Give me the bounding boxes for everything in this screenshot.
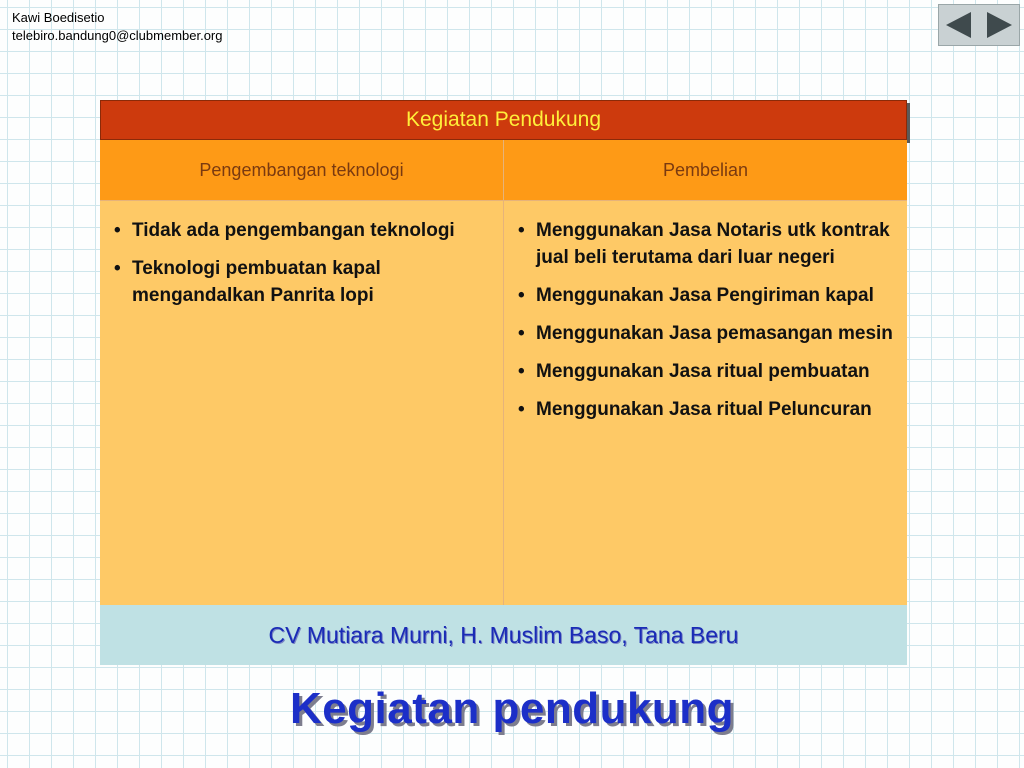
bullet-list (112, 217, 489, 309)
triangle-right-icon (983, 9, 1015, 41)
table-footer: CV Mutiara Murni, H. Muslim Baso, Tana Beru (100, 605, 907, 665)
list-item: • Menggunakan Jasa pemasangan mesin (516, 320, 893, 347)
author-name: Kawi Boedisetio (12, 10, 105, 25)
table-heading: Kegiatan Pendukung (100, 100, 907, 140)
activity-table (100, 100, 907, 665)
list-item: • Menggunakan Jasa ritual pembuatan (516, 358, 893, 385)
table-columns (100, 140, 907, 605)
list-item: • Menggunakan Jasa Pengiriman kapal (516, 282, 893, 309)
list-item: • Menggunakan Jasa Notaris utk kontrak jual beli terutama dari luar negeri (516, 217, 893, 271)
column-purchasing (503, 140, 907, 605)
next-slide-button[interactable] (982, 8, 1016, 42)
author-email: telebiro.bandung0@clubmember.org (12, 28, 223, 43)
list-item: • Tidak ada pengembangan teknologi (112, 217, 489, 244)
triangle-left-icon (943, 9, 975, 41)
previous-slide-button[interactable] (942, 8, 976, 42)
slide-title: Kegiatan pendukung (289, 684, 735, 733)
column-header: Pengembangan teknologi (100, 140, 503, 201)
column-header: Pembelian (504, 140, 907, 201)
column-technology (100, 140, 503, 605)
list-item: • Teknologi pembuatan kapal mengandalkan Panrita lopi (112, 255, 489, 309)
slide-navigation (938, 4, 1020, 46)
column-body (100, 201, 503, 605)
column-body (504, 201, 907, 605)
bullet-list (516, 217, 893, 423)
author-info (12, 9, 223, 45)
list-item: • Menggunakan Jasa ritual Peluncuran (516, 396, 893, 423)
